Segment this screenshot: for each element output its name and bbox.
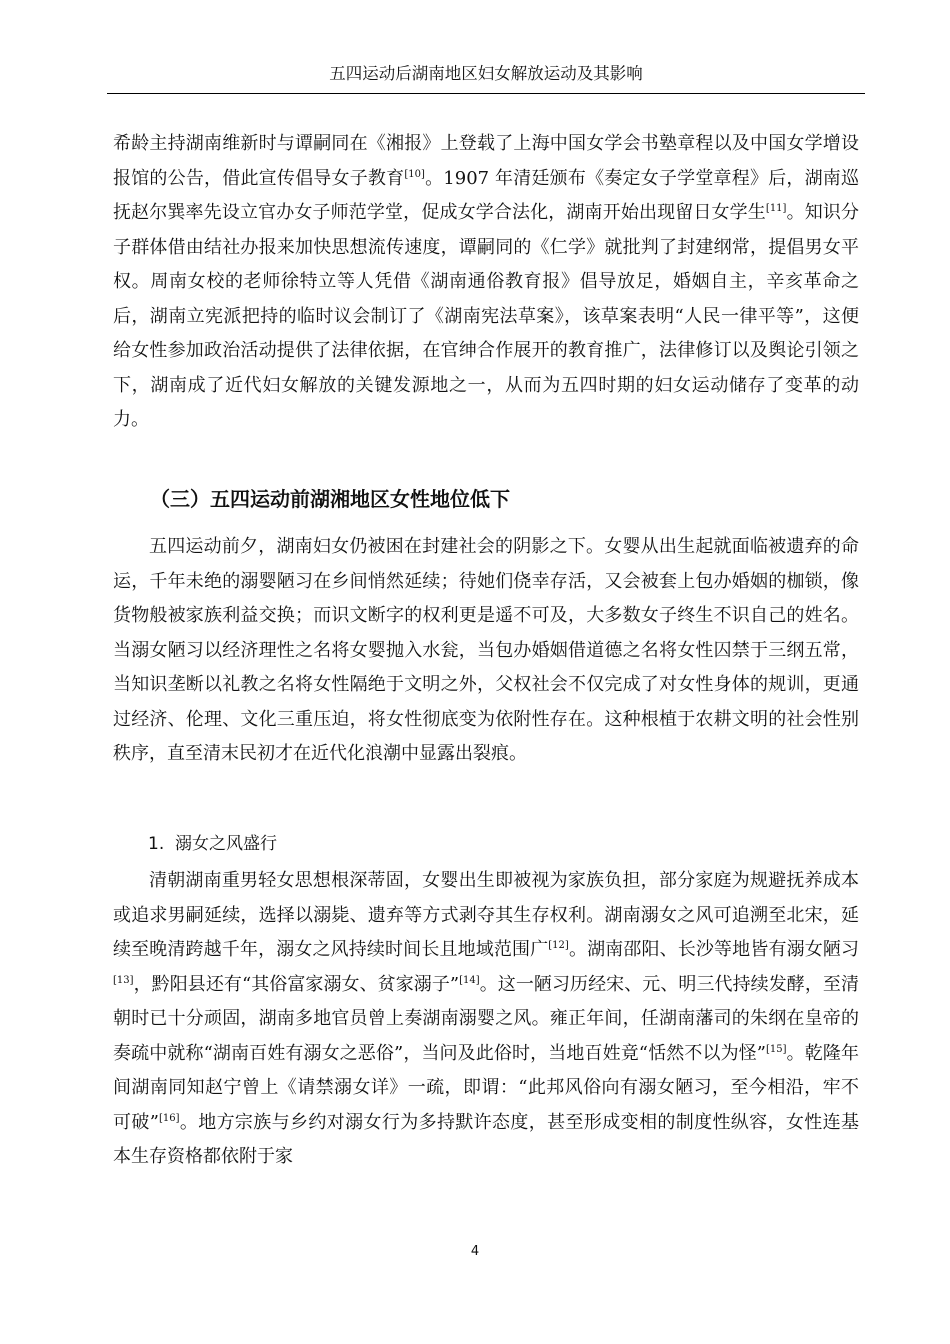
citation-ref: [15] xyxy=(766,1043,787,1055)
running-header: 五四运动后湖南地区妇女解放运动及其影响 xyxy=(329,64,643,83)
citation-ref: [14] xyxy=(459,974,480,986)
paragraph-text: 。知识分子群体借由结社办报来加快思想流传速度，谭嗣同的《仁学》就批判了封建纲常，提倡男女平权。周南女校的老师徐特立等人凭借《湖南通俗教育报》倡导放足，婚姻自主，辛亥革命之后，湖南立宪派把持的临时议会制订了《湖南宪法草案》，该草案表明“人民一律平等”，这便给女性参加政治活动提供了法律依据，在官绅合作展开的教育推广，法律修订以及舆论引领之下，湖南成了近代妇女解放的关键发源地之一，从而为五四时期的妇女运动储存了变革的动力。 xyxy=(113,202,859,430)
citation-ref: [13] xyxy=(113,974,134,986)
paragraph-text: 希龄主持湖南维新时与谭嗣同在《湘报》上登载了上海中国女学会书塾章程以及中国女学增设报馆的公告，借此宣传倡导女子教育 xyxy=(113,133,859,189)
paragraph-infanticide xyxy=(113,864,859,1175)
header-rule xyxy=(107,93,865,94)
paragraph-text: 。这一陋习历经宋、元、明三代持续发酵，至清朝时已十分顽固，湖南多地官员曾上奏湖南溺婴之风。雍正年间，任湖南藩司的朱纲在皇帝的奏疏中就称“湖南百姓有溺女之恶俗”，当问及此俗时，当地百姓竟“恬然不以为怪” xyxy=(113,973,859,1064)
subsection-title: 溺女之风盛行 xyxy=(175,834,278,854)
paragraph-text: 。1907 年清廷颁布《奏定女子学堂章程》后，湖南巡抚赵尔巽率先设立官办女子师范学堂，促成女学合法化，湖南开始出现留日女学生 xyxy=(113,167,859,223)
paragraph-text: 清朝湖南重男轻女思想根深蒂固，女婴出生即被视为家族负担，部分家庭为规避抚养成本或追求男嗣延续，选择以溺毙、遗弃等方式剥夺其生存权利。湖南溺女之风可追溯至北宋，延续至晚清跨越千年，溺女之风持续时间长且地域范围广 xyxy=(113,870,859,960)
paragraph-text: 。乾隆年间湖南同知赵宁曾上《请禁溺女详》一疏，即谓：“此邦风俗向有溺女陋习，至今相沿，牢不可破” xyxy=(113,1042,860,1133)
paragraph-women-education xyxy=(113,127,859,438)
section-heading: （三）五四运动前湖湘地区女性地位低下 xyxy=(150,487,510,511)
paragraph-text: ，黔阳县还有“其俗富家溺女、贫家溺子” xyxy=(133,973,460,995)
paragraph-text: 。地方宗族与乡约对溺女行为多持默许态度，甚至形成变相的制度性纵容，女性连基本生存资格都依附于家 xyxy=(113,1111,859,1167)
subsection-heading xyxy=(148,830,277,858)
page-number: 4 xyxy=(470,1244,480,1259)
citation-ref: [16] xyxy=(158,1112,180,1124)
paragraph-text: 五四运动前夕，湖南妇女仍被困在封建社会的阴影之下。女婴从出生起就面临被遗弃的命运，千年未绝的溺婴陋习在乡间悄然延续；待她们侥幸存活，又会被套上包办婚姻的枷锁，像货物般被家族利益交换；而识文断字的权利更是遥不可及，大多数女子终生不识自己的姓名。当溺女陋习以经济理性之名将女婴抛入水瓮，当包办婚姻借道德之名将女性囚禁于三纲五常，当知识垄断以礼教之名将女性隔绝于文明之外，父权社会不仅完成了对女性身体的规训，更通过经济、伦理、文化三重压迫，将女性彻底变为依附性存在。这种根植于农耕文明的社会性别秩序，直至清末民初才在近代化浪潮中显露出裂痕。 xyxy=(113,536,859,764)
paragraph-low-status xyxy=(113,530,859,772)
subsection-number: 1. xyxy=(148,834,165,854)
citation-ref: [10] xyxy=(404,168,425,180)
citation-ref: [11] xyxy=(765,203,787,214)
paragraph-text: 。湖南邵阳、长沙等地皆有溺女陋习 xyxy=(568,939,859,960)
citation-ref: [12] xyxy=(548,940,569,951)
